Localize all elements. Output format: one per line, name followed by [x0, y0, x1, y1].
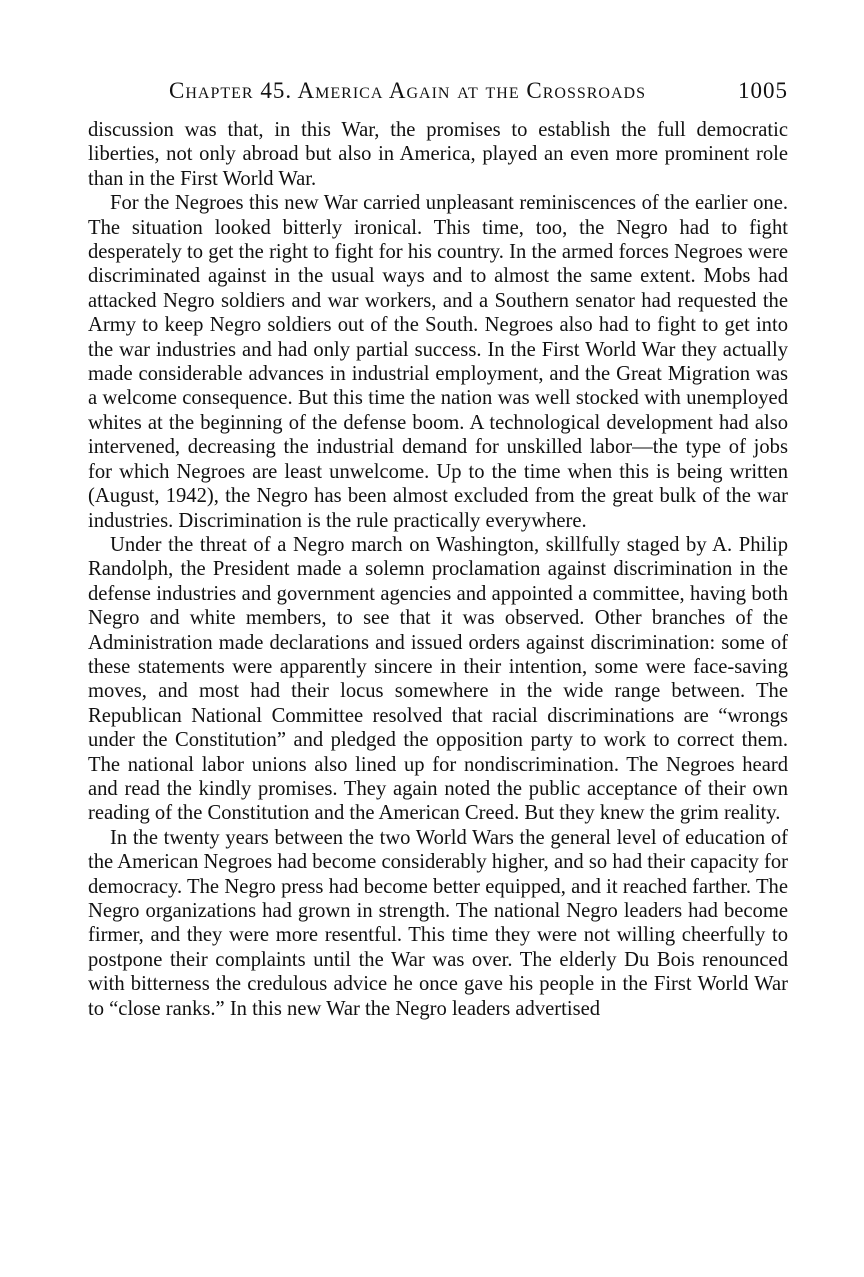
page-number: 1005	[738, 78, 788, 103]
body-text	[88, 118, 788, 1021]
chapter-title: Chapter 45. America Again at the Crossroads	[169, 78, 646, 103]
paragraph: For the Negroes this new War carried unpleasant reminiscences of the earlier one. The situation looked bitterly ironical. This time, too, the Negro had to fight desperately to get the right to fight for his country. In the armed forces Negroes were discriminated against in the usual ways and to almost the same extent. Mobs had attacked Negro soldiers and war workers, and a Southern senator had requested the Army to keep Negro soldiers out of the South. Negroes also had to fight to get into the war industries and had only partial success. In the First World War they actually made considerable advances in industrial employment, and the Great Migration was a welcome consequence. But this time the nation was well stocked with unemployed whites at the beginning of the defense boom. A technological development had also intervened, decreasing the industrial demand for unskilled labor—the type of jobs for which Negroes are least unwelcome. Up to the time when this is being written (August, 1942), the Negro has been almost excluded from the great bulk of the war industries. Discrimination is the rule practically everywhere.	[88, 192, 788, 532]
paragraph: Under the threat of a Negro march on Washington, skillfully staged by A. Philip Randolph, the President made a solemn proclamation against discrimination in the defense industries and government agencies and appointed a committee, having both Negro and white members, to see that it was observed. Other branches of the Administration made declarations and issued orders against discrimination: some of these statements were apparently sincere in their intention, some were face-saving moves, and most had their locus somewhere in the wide range between. The Republican National Committee resolved that racial discriminations are “wrongs under the Constitution” and pledged the opposition party to work to correct them. The national labor unions also lined up for nondiscrimination. The Negroes heard and read the kindly promises. They again noted the public acceptance of their own reading of the Constitution and the American Creed. But they knew the grim reality.	[88, 533, 788, 825]
paragraph: In the twenty years between the two World Wars the general level of education of the American Negroes had become considerably higher, and so had their capacity for democracy. The Negro press had become better equipped, and it reached farther. The Negro organizations had grown in strength. The national Negro leaders had become firmer, and they were more resentful. This time they were not willing cheerfully to postpone their complaints until the War was over. The elderly Du Bois renounced with bitterness the credulous advice he once gave his people in the First World War to “close ranks.” In this new War the Negro leaders advertised	[88, 826, 788, 1020]
paragraph-continued: discussion was that, in this War, the promises to establish the full democratic liberties, not only abroad but also in America, played an even more prominent role than in the First World War.	[88, 119, 788, 190]
running-head	[88, 78, 788, 112]
